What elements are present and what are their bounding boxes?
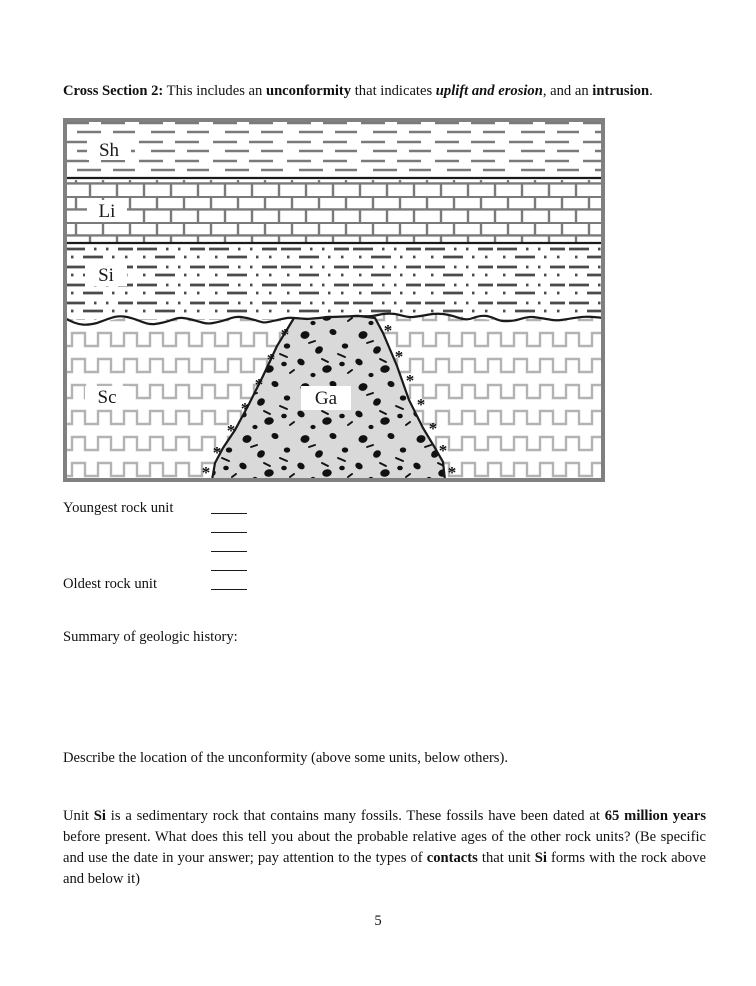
unit-label-siltstone: Si xyxy=(98,265,114,286)
si-text-3: before present. What does this tell you about the probable relative ages of the other rock units? (Be specific and use the date in your answer; pay attention to the types of xyxy=(63,828,706,866)
si-text-1: Unit xyxy=(63,807,94,824)
cross-section-svg xyxy=(63,118,605,484)
intro-text-3: , and an xyxy=(542,82,593,99)
svg-text:*: * xyxy=(280,325,290,344)
unit-siltstone xyxy=(65,245,603,320)
svg-text:*: * xyxy=(447,463,457,482)
svg-text:*: * xyxy=(266,350,276,369)
intro-emphasis-uplift-erosion: uplift and erosion xyxy=(435,82,543,99)
unit-label-schist: Sc xyxy=(97,387,117,408)
svg-text:*: * xyxy=(416,395,426,414)
answer-blank-2[interactable] xyxy=(211,532,247,533)
si-text-5: forms with the rock above and below it) xyxy=(63,849,706,887)
svg-text:*: * xyxy=(201,463,211,482)
si-text-4: that unit xyxy=(477,849,535,866)
unit-shale xyxy=(65,120,603,178)
svg-text:*: * xyxy=(428,419,438,438)
rock-unit-ordering-answers xyxy=(63,500,323,595)
cross-section-intro xyxy=(63,81,706,102)
unit-label-schist-group xyxy=(85,386,129,408)
svg-text:*: * xyxy=(226,421,236,440)
unit-label-granite: Ga xyxy=(314,388,338,409)
svg-text:*: * xyxy=(405,371,415,390)
page-number: 5 xyxy=(374,913,382,929)
prompt-unit-si-dating xyxy=(63,806,706,890)
svg-text:*: * xyxy=(394,347,404,366)
answer-row xyxy=(63,500,323,519)
answer-row xyxy=(63,576,323,595)
answer-blank-3[interactable] xyxy=(211,551,247,552)
prompt-summary-of-geologic-history: Summary of geologic history: xyxy=(63,628,238,645)
si-bold-contacts: contacts xyxy=(426,849,478,866)
intro-text-1: This includes an xyxy=(163,82,266,99)
unit-label-limestone: Li xyxy=(98,201,116,222)
answer-blank-4[interactable] xyxy=(211,570,247,571)
cross-section-diagram xyxy=(63,118,605,484)
si-bold-unit-1: Si xyxy=(93,807,106,824)
answer-blank-5[interactable] xyxy=(211,589,247,590)
answer-row xyxy=(63,557,323,576)
si-bold-age: 65 million years xyxy=(604,807,707,824)
unit-label-shale: Sh xyxy=(98,140,120,161)
svg-text:*: * xyxy=(254,375,264,394)
intro-lead: Cross Section 2: xyxy=(63,82,164,99)
si-bold-unit-2: Si xyxy=(534,849,547,866)
answer-label-youngest: Youngest rock unit xyxy=(63,500,174,516)
intro-text-2: that indicates xyxy=(351,82,436,99)
answer-label-oldest: Oldest rock unit xyxy=(63,576,158,592)
answer-row xyxy=(63,519,323,538)
svg-text:*: * xyxy=(240,399,250,418)
unit-limestone xyxy=(65,180,603,242)
si-text-2: is a sedimentary rock that contains many fossils. These fossils have been dated at xyxy=(105,807,605,824)
answer-row xyxy=(63,538,323,557)
intro-emphasis-intrusion: intrusion xyxy=(592,82,650,99)
intro-text-4: . xyxy=(649,82,653,99)
answer-blank-1[interactable] xyxy=(211,513,247,514)
svg-text:*: * xyxy=(438,441,448,460)
svg-text:*: * xyxy=(383,321,393,340)
svg-text:*: * xyxy=(212,443,222,462)
intro-emphasis-unconformity: unconformity xyxy=(265,82,352,99)
prompt-describe-unconformity: Describe the location of the unconformity (above some units, below others). xyxy=(63,749,508,766)
